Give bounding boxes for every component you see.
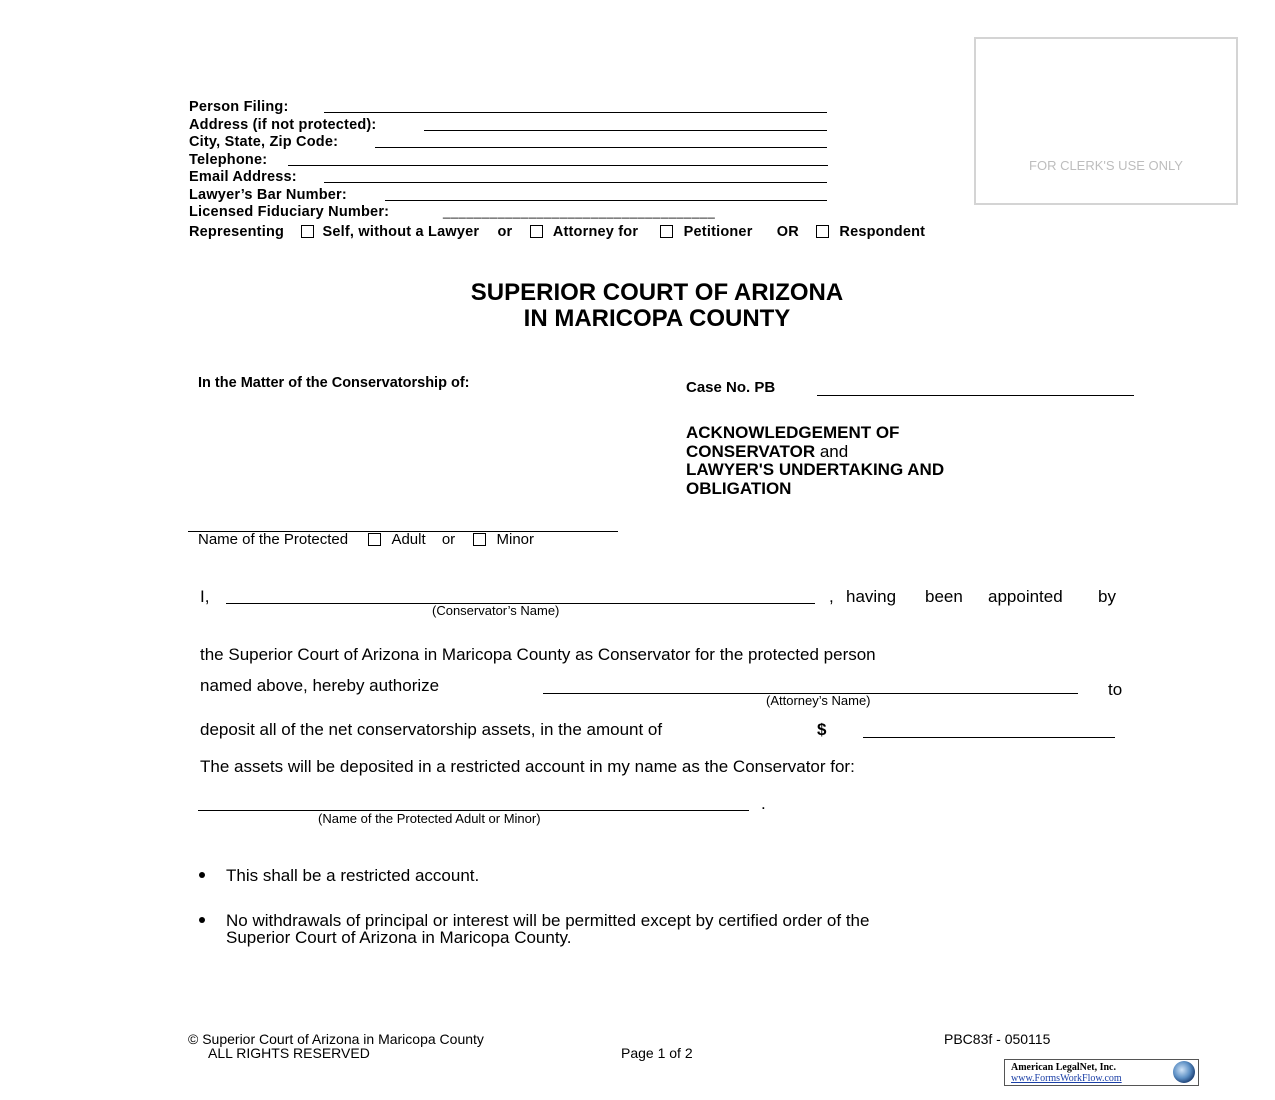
representing-row	[189, 224, 925, 240]
period: .	[761, 794, 766, 813]
footer-copyright: © Superior Court of Arizona in Maricopa County	[188, 1031, 484, 1047]
person-filing-field[interactable]	[324, 112, 827, 113]
minor-checkbox[interactable]	[473, 533, 486, 546]
protected-caption: (Name of the Protected Adult or Minor)	[318, 811, 541, 826]
case-number-label: Case No. PB	[686, 379, 776, 396]
self-checkbox[interactable]	[301, 225, 314, 238]
footer-page-number: Page 1 of 2	[621, 1045, 693, 1061]
dollar-sign: $	[817, 720, 827, 739]
or-label: or	[497, 224, 513, 240]
bullet-text-1: This shall be a restricted account.	[226, 866, 480, 885]
or-label-2: or	[441, 531, 456, 548]
paragraph-line5: The assets will be deposited in a restricted account in my name as the Conservator for:	[200, 757, 855, 776]
telephone-field[interactable]	[288, 165, 828, 166]
doc-title-line3: LAWYER'S UNDERTAKING AND	[686, 460, 945, 479]
word-having: having	[846, 587, 897, 606]
telephone-label: Telephone:	[189, 152, 268, 168]
doc-title-line1: ACKNOWLEDGEMENT OF	[686, 423, 900, 442]
doc-title-conservator: CONSERVATOR	[686, 441, 816, 461]
city-state-zip-label: City, State, Zip Code:	[189, 134, 339, 150]
protected-row	[198, 531, 534, 548]
court-title-line2: IN MARICOPA COUNTY	[523, 305, 791, 332]
matter-label: In the Matter of the Conservatorship of:	[198, 375, 470, 391]
bullet-dot-1	[199, 872, 205, 878]
attorney-caption: (Attorney’s Name)	[766, 693, 871, 708]
person-filing-label: Person Filing:	[189, 99, 289, 115]
logo-company-name: American LegalNet, Inc.	[1011, 1062, 1116, 1073]
amount-field[interactable]	[863, 737, 1115, 738]
document-title	[686, 424, 944, 498]
globe-icon	[1173, 1061, 1195, 1083]
american-legalnet-logo[interactable]	[1004, 1059, 1199, 1086]
doc-title-and: and	[815, 441, 849, 461]
case-number-field[interactable]	[817, 395, 1134, 396]
paragraph-line3: named above, hereby authorize	[200, 676, 440, 695]
comma: ,	[829, 587, 834, 606]
bar-number-label: Lawyer’s Bar Number:	[189, 187, 347, 203]
address-label: Address (if not protected):	[189, 117, 377, 133]
conservator-caption: (Conservator’s Name)	[432, 603, 560, 618]
representing-label: Representing	[189, 224, 285, 240]
word-to: to	[1108, 680, 1123, 699]
bullet-dot-2	[199, 917, 205, 923]
footer-form-id: PBC83f - 050115	[944, 1031, 1051, 1047]
self-label: Self, without a Lawyer	[322, 224, 480, 240]
attorney-checkbox[interactable]	[530, 225, 543, 238]
email-label: Email Address:	[189, 169, 297, 185]
or-upper-label: OR	[776, 224, 799, 240]
clerk-use-label: FOR CLERK'S USE ONLY	[1029, 158, 1183, 173]
petitioner-checkbox[interactable]	[660, 225, 673, 238]
respondent-checkbox[interactable]	[816, 225, 829, 238]
attorney-label: Attorney for	[552, 224, 639, 240]
petitioner-label: Petitioner	[683, 224, 753, 240]
word-been: been	[925, 587, 963, 606]
paragraph-line4: deposit all of the net conservatorship assets, in the amount of	[200, 720, 663, 739]
word-by: by	[1098, 587, 1116, 606]
bar-number-field[interactable]	[385, 200, 827, 201]
court-title-line1: SUPERIOR COURT OF ARIZONA	[470, 279, 844, 306]
logo-url-link[interactable]: www.FormsWorkFlow.com	[1011, 1073, 1122, 1084]
doc-title-line4: OBLIGATION	[686, 478, 792, 498]
word-appointed: appointed	[988, 587, 1063, 606]
name-protected-label: Name of the Protected	[198, 531, 349, 548]
paragraph-line2: the Superior Court of Arizona in Maricopa County as Conservator for the protected person	[200, 645, 876, 664]
adult-checkbox[interactable]	[368, 533, 381, 546]
adult-label: Adult	[391, 531, 426, 548]
email-field[interactable]	[324, 182, 827, 183]
address-field[interactable]	[424, 130, 827, 131]
minor-label: Minor	[496, 531, 535, 548]
fiduciary-number-label: Licensed Fiduciary Number:	[189, 204, 390, 220]
clerk-use-box	[974, 37, 1238, 205]
bullet-text-2-cont: Superior Court of Arizona in Maricopa County.	[226, 928, 572, 947]
fiduciary-number-field[interactable]: ___________________________________	[443, 204, 716, 219]
i-label: I,	[200, 587, 210, 606]
respondent-label: Respondent	[839, 224, 926, 240]
bullet-text-2: No withdrawals of principal or interest will be permitted except by certified order of the	[226, 911, 870, 930]
city-state-zip-field[interactable]	[375, 147, 827, 148]
footer-rights: ALL RIGHTS RESERVED	[208, 1045, 370, 1061]
